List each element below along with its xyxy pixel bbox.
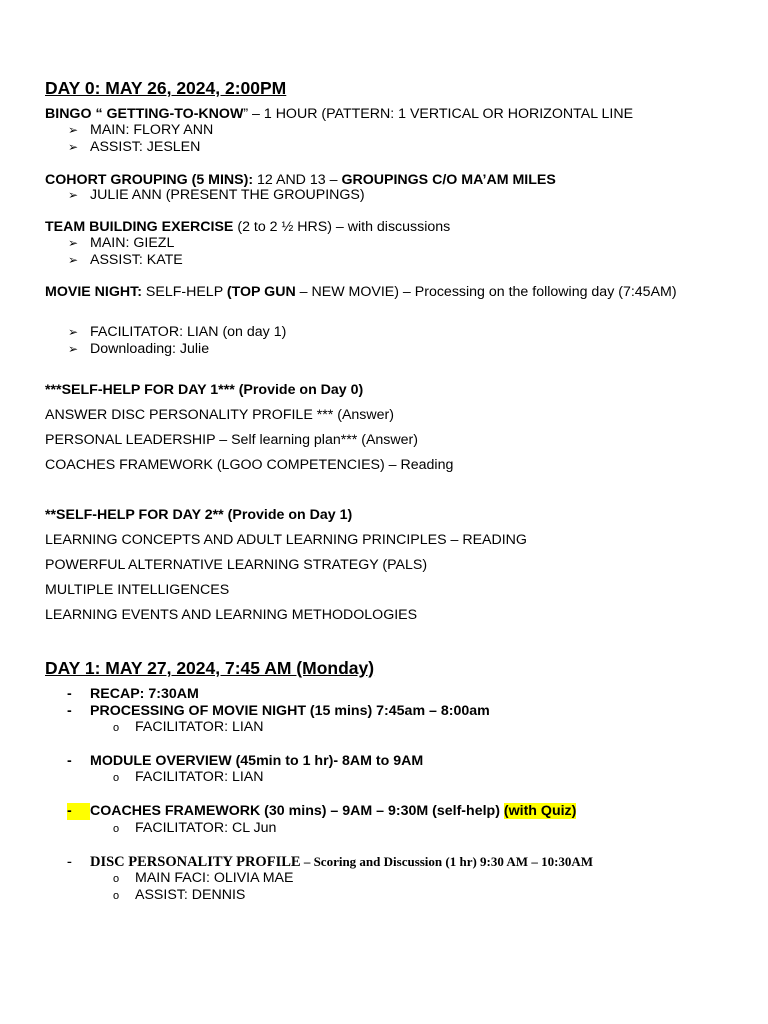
agenda-sub-item: o FACILITATOR: LIAN: [113, 769, 264, 785]
bullet-item: ➢ MAIN: FLORY ANN: [68, 122, 214, 138]
day0-heading: DAY 0: MAY 26, 2024, 2:00PM: [45, 78, 287, 98]
selfhelp2-item: POWERFUL ALTERNATIVE LEARNING STRATEGY (PALS): [45, 557, 428, 573]
circle-bullet-icon: o: [113, 772, 120, 784]
dash-bullet-icon: -: [67, 703, 72, 719]
arrow-bullet-icon: ➢: [68, 325, 79, 339]
bingo-label: BINGO “ GETTING-TO-KNOW: [45, 106, 244, 122]
movie-line: MOVIE NIGHT: SELF-HELP (TOP GUN – NEW MOVIE) – Processing on the following day (7:45AM): [45, 284, 677, 300]
bullet-item: ➢ JULIE ANN (PRESENT THE GROUPINGS): [68, 187, 365, 203]
selfhelp2-heading: **SELF-HELP FOR DAY 2** (Provide on Day 1): [45, 507, 353, 523]
dash-bullet-icon: -: [67, 686, 72, 702]
arrow-bullet-icon: ➢: [68, 342, 79, 356]
dash-bullet-icon: -: [67, 803, 90, 820]
agenda-item: - MODULE OVERVIEW (45min to 1 hr)- 8AM to 9AM: [67, 753, 424, 769]
selfhelp2-item: LEARNING CONCEPTS AND ADULT LEARNING PRINCIPLES – READING: [45, 532, 527, 548]
movie-label: MOVIE NIGHT:: [45, 284, 142, 300]
bullet-item: ➢ ASSIST: KATE: [68, 252, 183, 268]
agenda-item: - COACHES FRAMEWORK (30 mins) – 9AM – 9:30M (self-help) (with Quiz): [67, 803, 577, 819]
agenda-item: - RECAP: 7:30AM: [67, 686, 199, 702]
bingo-rest: ” – 1 HOUR (PATTERN: 1 VERTICAL OR HORIZONTAL LINE: [243, 106, 634, 122]
arrow-bullet-icon: ➢: [68, 140, 79, 154]
selfhelp2-item: MULTIPLE INTELLIGENCES: [45, 582, 230, 598]
bullet-item: ➢ Downloading: Julie: [68, 341, 210, 357]
arrow-bullet-icon: ➢: [68, 236, 79, 250]
agenda-item: - DISC PERSONALITY PROFILE – Scoring and Discussion (1 hr) 9:30 AM – 10:30AM: [67, 854, 594, 870]
arrow-bullet-icon: ➢: [68, 188, 79, 202]
cohort-label: COHORT GROUPING (5 MINS):: [45, 172, 254, 188]
agenda-sub-item: o MAIN FACI: OLIVIA MAE: [113, 870, 294, 886]
circle-bullet-icon: o: [113, 823, 120, 835]
agenda-sub-item: o FACILITATOR: LIAN: [113, 719, 264, 735]
cohort-line: COHORT GROUPING (5 MINS): 12 AND 13 – GROUPINGS C/O MA’AM MILES: [45, 172, 556, 188]
arrow-bullet-icon: ➢: [68, 123, 79, 137]
selfhelp1-heading: ***SELF-HELP FOR DAY 1*** (Provide on Day 0): [45, 382, 364, 398]
day1-heading: DAY 1: MAY 27, 2024, 7:45 AM (Monday): [45, 658, 375, 678]
circle-bullet-icon: o: [113, 873, 120, 885]
circle-bullet-icon: o: [113, 890, 120, 902]
selfhelp1-item: PERSONAL LEADERSHIP – Self learning plan*** (Answer): [45, 432, 418, 448]
selfhelp2-item: LEARNING EVENTS AND LEARNING METHODOLOGIES: [45, 607, 418, 623]
dash-bullet-icon: -: [67, 854, 72, 870]
bingo-line: [45, 106, 633, 123]
selfhelp1-item: COACHES FRAMEWORK (LGOO COMPETENCIES) – Reading: [45, 457, 454, 473]
bullet-item: ➢ MAIN: GIEZL: [68, 235, 175, 251]
team-label: TEAM BUILDING EXERCISE: [45, 219, 234, 235]
bullet-item: ➢ FACILITATOR: LIAN (on day 1): [68, 324, 287, 340]
agenda-sub-item: o ASSIST: DENNIS: [113, 887, 246, 903]
bullet-item: ➢ ASSIST: JESLEN: [68, 139, 201, 155]
arrow-bullet-icon: ➢: [68, 253, 79, 267]
quiz-highlight: (with Quiz): [503, 803, 577, 819]
circle-bullet-icon: o: [113, 722, 120, 734]
team-line: TEAM BUILDING EXERCISE (2 to 2 ½ HRS) – with discussions: [45, 219, 451, 235]
dash-bullet-icon: -: [67, 753, 72, 769]
agenda-item: - PROCESSING OF MOVIE NIGHT (15 mins) 7:45am – 8:00am: [67, 703, 490, 719]
selfhelp1-item: ANSWER DISC PERSONALITY PROFILE *** (Answer): [45, 407, 394, 423]
agenda-sub-item: o FACILITATOR: CL Jun: [113, 820, 277, 836]
